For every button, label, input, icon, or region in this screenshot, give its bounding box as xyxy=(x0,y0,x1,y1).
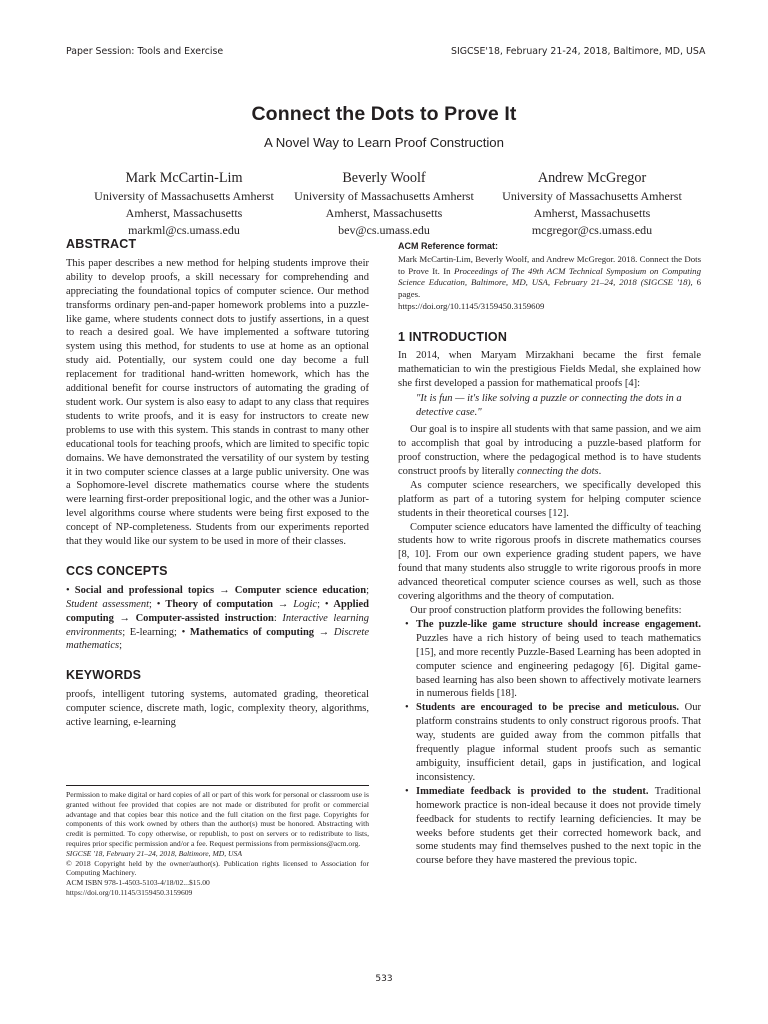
ccs-item: • Theory of computation → Logic; xyxy=(156,598,325,610)
left-column xyxy=(66,238,369,746)
benefits-list xyxy=(398,618,701,868)
running-header-right: SIGCSE'18, February 21-24, 2018, Baltimore, MD, USA xyxy=(451,46,706,57)
author-name: Andrew McGregor xyxy=(537,170,647,186)
author-block xyxy=(74,168,294,239)
introduction-heading: 1 INTRODUCTION xyxy=(398,329,508,344)
ccs-text xyxy=(66,584,369,654)
author-name: Beverly Woolf xyxy=(342,170,426,186)
footnote-venue: SIGCSE '18, February 21–24, 2018, Baltimore, MD, USA xyxy=(66,848,242,858)
intro-paragraph: As computer science researchers, we specifically developed this platform as part of a tutoring system for helping computer science students in their theoretical courses [12]. xyxy=(398,479,701,519)
author-location: Amherst, Massachusetts xyxy=(125,206,243,220)
intro-paragraph: In 2014, when Maryam Mirzakhani became the first female mathematician to win the prestigious Fields Medal, she explained how she first developed a passion for mathematical proofs [4]: xyxy=(398,349,701,389)
paper-subtitle: A Novel Way to Learn Proof Construction xyxy=(264,135,504,150)
footnote-copyright: © 2018 Copyright held by the owner/author(s). Publication rights licensed to Association for Computing Machinery. xyxy=(66,858,369,878)
page-number: 533 xyxy=(375,974,393,984)
list-item: • Immediate feedback is provided to the student. Traditional homework practice is non-ideal because it does not provide timely feedback for students to rectify learning deficiencies. It may be weeks before students get their corrected homework back, and some students may find themselves pushed to the next topic in the course before they have mastered the previous topic. xyxy=(416,785,701,868)
right-column xyxy=(398,241,701,868)
footnote-isbn: ACM ISBN 978-1-4503-5103-4/18/02...$15.00 xyxy=(66,878,210,888)
intro-paragraph: Our proof construction platform provides the following benefits: xyxy=(410,605,682,616)
author-affiliation: University of Massachusetts Amherst xyxy=(502,189,682,203)
running-header-left: Paper Session: Tools and Exercise xyxy=(66,46,224,57)
keywords-heading: KEYWORDS xyxy=(66,668,142,683)
footnote-doi[interactable]: https://doi.org/10.1145/3159450.3159609 xyxy=(66,887,193,897)
keywords-text: proofs, intelligent tutoring systems, automated grading, theoretical computer science, discrete math, logic, complexity theory, algorithms, active learning, e-learning xyxy=(66,689,369,729)
reference-doi[interactable]: https://doi.org/10.1145/3159450.3159609 xyxy=(398,300,545,311)
intro-paragraph: Our goal is to inspire all students with that same passion, and we aim to accomplish that goal by introducing a puzzle-based platform for proof construction, where the pedagogical method is to have students construct proofs by literally connecting the dots. xyxy=(398,424,701,477)
ccs-heading: CCS CONCEPTS xyxy=(66,563,168,578)
author-affiliation: University of Massachusetts Amherst xyxy=(94,189,274,203)
list-item: • Students are encouraged to be precise and meticulous. Our platform constrains students to only construct rigorous proofs. That way, students are guided away from the common pitfalls that frequently plague informal student proofs such as semantic ambiguity, insufficient detail, gaps in justification, and logical inconsistency. xyxy=(416,701,701,784)
ccs-item: • Applied computing → Computer-assisted instruction: Interactive learning environments; E-learning; xyxy=(66,598,370,638)
copyright-footnote xyxy=(66,785,369,898)
reference-format-text: Mark McCartin-Lim, Beverly Woolf, and Andrew McGregor. 2018. Connect the Dots to Prove It. In Proceedings of The 49th ACM Technical Symposium on Computing Science Education, Baltimore, MD, USA, February 21–24, 2018 (SIGCSE '18), 6 pages. xyxy=(398,253,702,300)
author-location: Amherst, Massachusetts xyxy=(533,206,651,220)
keywords-section xyxy=(66,669,369,730)
paper-title: Connect the Dots to Prove It xyxy=(251,103,517,125)
reference-format-heading: ACM Reference format: xyxy=(398,241,499,251)
ccs-item: • Mathematics of computing → Discrete mathematics; xyxy=(66,626,369,652)
author-block xyxy=(274,168,494,239)
ccs-section xyxy=(66,565,369,653)
ccs-item: • Social and professional topics → Computer science education; Student assessment; xyxy=(66,584,370,610)
acm-reference-format xyxy=(398,241,701,313)
abstract-heading: ABSTRACT xyxy=(66,237,137,251)
author-location: Amherst, Massachusetts xyxy=(325,206,443,220)
intro-paragraph: Computer science educators have lamented the difficulty of teaching students how to write rigorous proofs in discrete mathematics courses [8, 10]. From our own experience grading student papers, we have found that many students also struggle to write rigorous proofs in more advanced theoretical computer science courses as well, such as those covering algorithms and the theory of computation. xyxy=(398,521,701,603)
author-email[interactable]: markml@cs.umass.edu xyxy=(128,223,240,237)
author-affiliation: University of Massachusetts Amherst xyxy=(294,189,474,203)
list-item: • The puzzle-like game structure should increase engagement. Puzzles have a rich history of being used to teach mathematics [15], and more recently Puzzle-Based Learning has been adopted in computer science and engineering pedagogy [6]. Digital game-based learning has also been shown to affectively motivate learners in numerous fields [18]. xyxy=(416,618,701,701)
abstract-section xyxy=(66,238,369,549)
author-email[interactable]: mcgregor@cs.umass.edu xyxy=(531,223,653,237)
introduction-section xyxy=(398,331,701,868)
permission-text: Permission to make digital or hard copies of all or part of this work for personal or classroom use is granted without fee provided that copies are not made or distributed for profit or commercial advantage and that copies bear this notice and the full citation on the first page. Copyrights for components of this work owned by others than the author(s) must be honored. Abstracting with credit is permitted. To copy otherwise, or republish, to post on servers or to redistribute to lists, requires prior specific permission and/or a fee. Request permissions from permissions@acm.org. xyxy=(66,790,369,848)
author-name: Mark McCartin-Lim xyxy=(125,170,243,186)
abstract-text: This paper describes a new method for helping students improve their ability to develop proofs, a skill necessary for comprehending and appreciating the foundational topics of computer science. Our method transforms ordinary pen-and-paper homework problems into a puzzle-like game, where students connect dots to justify assertions, in a quest to reach a desired goal. We have implemented a software tutoring system using this method, for students to use at home as an optional study aid. Potentially, our system could one day become a full replacement for traditional hand-written homework, which has the additional benefit for course instructors of automating the grading of student work. Our system is also easy to adapt to any class that requires students to write proofs, and it is easy for instructors to create new problems to use with this system. This stands in contrast to many other educational tools for teaching proofs, which are limited to specific topic domains. We have demonstrated the versatility of our system by testing it in two computer science classes at a large public university. One was a Sophomore-level discrete mathematics course where the students were learning first-order prepositional logic, and the other was a Junior-level algorithms course where students were being first exposed to the concept of NP-completeness. Students from our experiments reported that they would like our system to be used in more of their classes. xyxy=(66,257,369,548)
author-block xyxy=(482,168,702,239)
author-email[interactable]: bev@cs.umass.edu xyxy=(338,223,430,237)
mirzakhani-quote: "It is fun — it's like solving a puzzle or connecting the dots in a detective case." xyxy=(416,393,682,419)
